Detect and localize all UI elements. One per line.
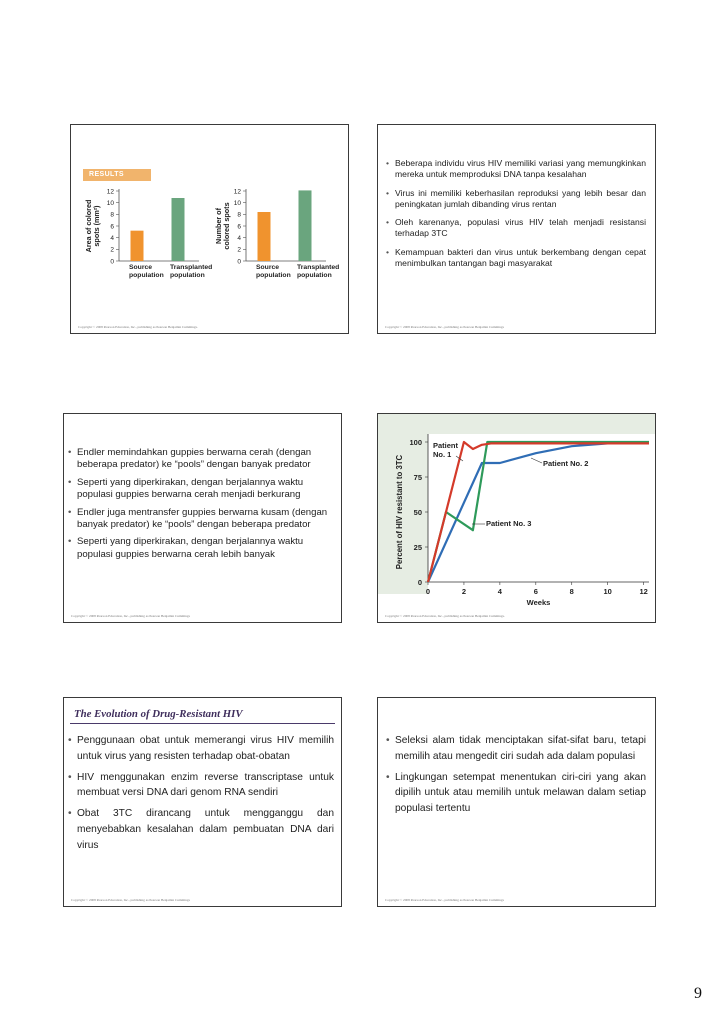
y-axis-label [214,202,231,249]
y-axis-label-line: colored spots [222,202,231,250]
bullet-item: • Seperti yang diperkirakan, dengan berjalannya waktu populasi guppies berwarna cerah menjadi berkurang [68,477,338,502]
y-tick-label: 4 [237,234,241,242]
slide-6-bullets [386,733,646,817]
y-tick-label: 0 [237,258,241,266]
slide-5-drug-resistant-hiv [63,697,342,907]
results-label: RESULTS [83,169,151,181]
y-tick-label: 6 [237,223,241,231]
y-tick-label: 12 [233,188,241,196]
slide-4-hiv-chart [377,413,656,623]
category-label: population [129,272,164,279]
x-axis-label: Weeks [526,598,551,607]
y-axis-label-line: Area of colored [84,199,93,253]
slide-1-copyright: Copyright © 2008 Pearson Education, Inc., publishing as Pearson Benjamin Cummings. [78,325,198,329]
bullet-item: • Kemampuan bakteri dan virus untuk berkembang dengan cepat menimbulkan tantangan bagi masyarakat [386,247,646,270]
y-axis-label [84,200,101,253]
slide-5-title: The Evolution of Drug-Resistant HIV [74,708,243,720]
y-axis-label-line: Number of [214,208,223,244]
y-tick-label: 12 [106,188,114,196]
category-label: population [256,272,291,279]
bullet-item: • Seperti yang diperkirakan, dengan berjalannya waktu populasi guppies berwarna cerah lebih banyak [68,536,338,561]
series-label-leader [531,458,542,463]
category-label: Source [256,264,280,271]
series-line [428,442,649,582]
slide-2-bullets [386,158,646,269]
x-tick-label: 0 [425,587,431,596]
y-tick-label: 2 [110,246,114,254]
y-tick-label: 100 [409,437,422,447]
slide-3-copyright: Copyright © 2008 Pearson Education, Inc., publishing as Pearson Benjamin Cummings [71,614,190,618]
x-tick-label: 10 [603,587,612,596]
category-label: population [170,272,205,279]
category-label: Source [129,264,153,271]
slide-5-bullets [68,733,334,854]
bullet-item: • Endler juga mentransfer guppies berwarna kusam (dengan banyak predator) ke “pools” dengan beberapa predator [68,507,338,532]
slide-3-bullets [68,447,338,561]
category-label: Transplanted [297,264,340,271]
y-tick-label: 4 [110,234,114,242]
y-axis-label-line: spots (mm²) [92,205,101,247]
hiv-resistance-line-chart [378,414,655,612]
y-tick-label: 2 [237,246,241,254]
slide-2-hiv-resistance [377,124,656,334]
series-label: Patient No. 2 [543,459,589,468]
series-label: Patient [433,441,459,450]
title-underline [70,723,335,724]
bullet-item: • HIV menggunakan enzim reverse transcriptase untuk membuat versi DNA dari genom RNA sendiri [68,770,334,802]
bar [131,231,144,261]
x-tick-label: 4 [497,587,502,596]
series-line [428,443,649,582]
bullet-item: • Endler memindahkan guppies berwarna cerah (dengan beberapa predator) ke “pools” dengan banyak predator [68,447,338,472]
y-tick-label: 6 [110,223,114,231]
slide-4-copyright: Copyright © 2008 Pearson Education, Inc., publishing as Pearson Benjamin Cummings. [385,614,505,618]
category-label: Transplanted [170,264,213,271]
x-tick-label: 12 [639,587,648,596]
y-tick-label: 0 [110,258,114,266]
y-tick-label: 10 [106,199,114,207]
series-label: No. 1 [433,450,452,459]
y-tick-label: 0 [417,577,422,587]
category-label: population [297,272,332,279]
bullet-item: • Beberapa individu virus HIV memiliki variasi yang memungkinkan mereka untuk memproduksi DNA tanpa kesalahan [386,158,646,181]
bar [172,198,185,261]
slide-6-natural-selection [377,697,656,907]
bullet-item: • Virus ini memiliki keberhasilan reproduksi yang lebih besar dan peningkatan jumlah dibanding virus rentan [386,188,646,211]
bullet-item: • Penggunaan obat untuk memerangi virus HIV memilih untuk virus yang resisten terhadap obat-obatan [68,733,334,765]
x-tick-label: 6 [533,587,538,596]
bullet-item: • Lingkungan setempat menentukan ciri-ciri yang akan dipilih untuk atau memilih untuk melawan dalam setiap populasi tertentu [386,770,646,817]
page-number: 9 [694,985,702,1002]
y-axis-label: Percent of HIV resistant to 3TC [395,454,404,570]
y-tick-label: 8 [110,211,114,219]
slide-5-copyright: Copyright © 2008 Pearson Education, Inc., publishing as Pearson Benjamin Cummings [71,898,190,902]
results-bar-charts [71,183,348,313]
slide-3-guppies [63,413,342,623]
bullet-item: • Obat 3TC dirancang untuk mengganggu dan menyebabkan kesalahan dalam pembuatan DNA dari virus [68,806,334,853]
slide-1-results [70,124,349,334]
y-tick-label: 75 [413,472,422,482]
y-tick-label: 25 [413,542,422,552]
slide-6-copyright: Copyright © 2008 Pearson Education, Inc., publishing as Pearson Benjamin Cummings [385,898,504,902]
series-label: Patient No. 3 [486,519,532,528]
y-tick-label: 8 [237,211,241,219]
x-tick-label: 8 [569,587,574,596]
y-tick-label: 50 [413,507,422,517]
series-line [428,442,649,582]
bullet-item: • Seleksi alam tidak menciptakan sifat-sifat baru, tetapi memilih atau mengedit ciri sudah ada dalam populasi [386,733,646,765]
slide-2-copyright: Copyright © 2008 Pearson Education, Inc., publishing as Pearson Benjamin Cummings [385,325,504,329]
bullet-item: • Oleh karenanya, populasi virus HIV telah menjadi resistansi terhadap 3TC [386,217,646,240]
top-panel [428,414,655,434]
x-tick-label: 2 [461,587,467,596]
bar [258,212,271,261]
bar [299,190,312,261]
y-tick-label: 10 [233,199,241,207]
